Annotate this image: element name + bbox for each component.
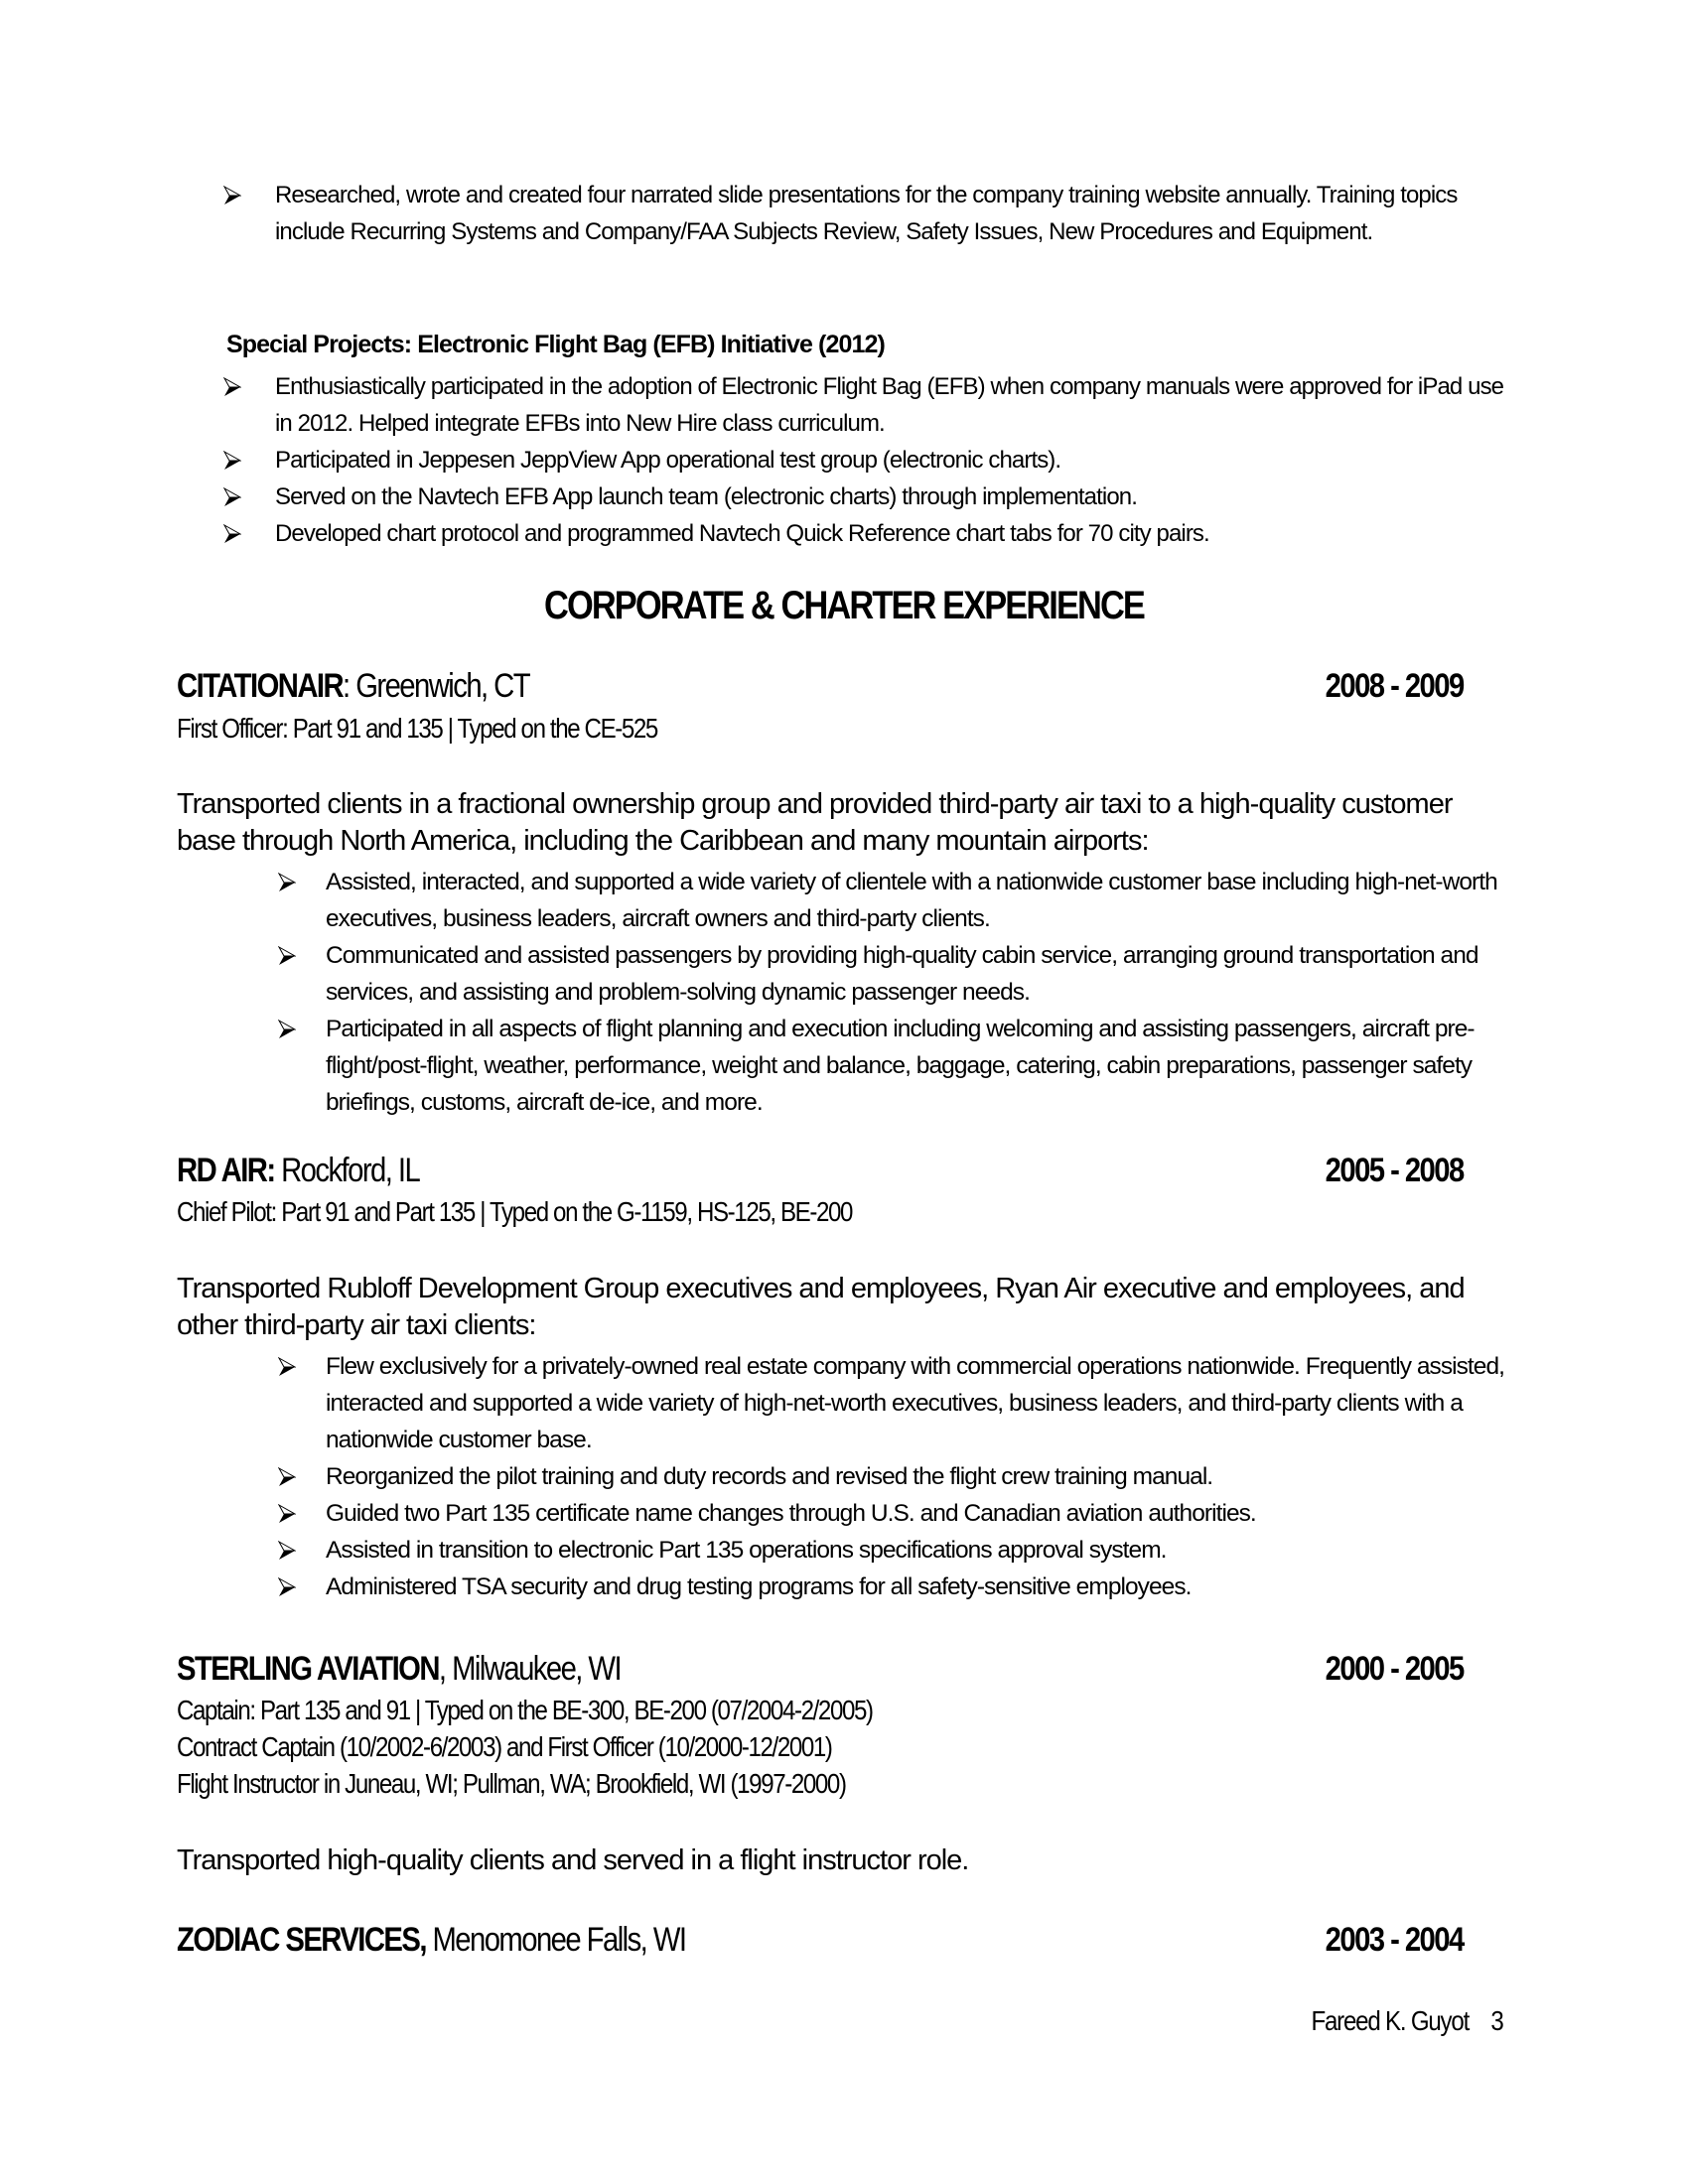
bullet-text: Guided two Part 135 certificate name changes through U.S. and Canadian aviation authorities.: [326, 1500, 1256, 1527]
section-title: CORPORATE & CHARTER EXPERIENCE: [544, 584, 1144, 627]
arrow-bullet-icon: [278, 1458, 296, 1487]
arrow-bullet-icon: [223, 442, 253, 471]
arrow-bullet-icon: [278, 1532, 296, 1561]
page-number: 3: [1490, 2005, 1503, 2036]
arrow-bullet-icon: [223, 478, 253, 507]
bullet-text: Reorganized the pilot training and duty records and revised the flight crew training manual.: [326, 1463, 1213, 1490]
job-role: Contract Captain (10/2002-6/2003) and First Officer (10/2000-12/2001): [177, 1731, 832, 1762]
list-item: [223, 442, 1514, 478]
arrow-bullet-icon: [278, 937, 296, 966]
job-summary: Transported high-quality clients and served in a flight instructor role.: [177, 1844, 969, 1876]
list-item: [278, 1569, 1509, 1605]
bullet-text: Assisted in transition to electronic Part 135 operations specifications approval system.: [326, 1537, 1167, 1564]
bullet-text: Communicated and assisted passengers by providing high-quality cabin service, arranging ground transportation and services, and assisting and problem-solving dynamic passenger needs.: [326, 942, 1478, 1006]
bullet-text: Assisted, interacted, and supported a wide variety of clientele with a nationwide customer base including high-net-worth executives, business leaders, aircraft owners and third-party clients.: [326, 869, 1497, 932]
job-years: 2005 - 2008: [1325, 1152, 1464, 1189]
bullet-text: Administered TSA security and drug testing programs for all safety-sensitive employees.: [326, 1573, 1192, 1600]
arrow-bullet-icon: [278, 1348, 296, 1377]
list-item: [278, 1011, 1509, 1121]
page-footer: [1312, 2005, 1503, 2037]
list-item: [278, 864, 1509, 937]
list-item: [278, 1495, 1509, 1532]
arrow-bullet-icon: [223, 177, 253, 205]
job-years: 2003 - 2004: [1325, 1921, 1464, 1959]
bullet-text: Participated in Jeppesen JeppView App operational test group (electronic charts).: [275, 447, 1061, 474]
arrow-bullet-icon: [223, 515, 253, 544]
list-item: [278, 937, 1509, 1011]
company-location: Menomonee Falls, WI: [425, 1921, 686, 1959]
list-item: [278, 1348, 1509, 1458]
job-summary: Transported Rubloff Development Group executives and employees, Ryan Air executive and employees, and other third-party air taxi clients:: [177, 1273, 1465, 1341]
bullet-text: Flew exclusively for a privately-owned real estate company with commercial operations nationwide. Frequently assisted, interacted and supported a wide variety of high-net-worth executives, business leaders, and third-party clients with a nationwide customer base.: [326, 1353, 1504, 1453]
job-header: [177, 1152, 1468, 1195]
bullet-text: Served on the Navtech EFB App launch team (electronic charts) through implementation.: [275, 483, 1137, 510]
list-item: [223, 478, 1514, 515]
bullet-text: Participated in all aspects of flight planning and execution including welcoming and assisting passengers, aircraft pre-flight/post-flight, weather, performance, weight and balance, baggage, catering, cabin preparations, passenger safety briefings, customs, aircraft de-ice, and more.: [326, 1016, 1475, 1116]
bullet-text: Researched, wrote and created four narrated slide presentations for the company training website annually. Training topics include Recurring Systems and Company/FAA Subjects Review, Safety Issues, New Procedures and Equipment.: [275, 182, 1458, 245]
arrow-bullet-icon: [278, 1495, 296, 1524]
list-item: [223, 177, 1514, 250]
job-years: 2008 - 2009: [1325, 667, 1464, 705]
arrow-bullet-icon: [278, 1011, 296, 1039]
job-years: 2000 - 2005: [1325, 1650, 1464, 1688]
job-role: First Officer: Part 91 and 135 | Typed on the CE-525: [177, 713, 657, 744]
company-location: , Milwaukee, WI: [438, 1650, 622, 1688]
company-location: : Greenwich, CT: [343, 667, 530, 705]
job-role: Flight Instructor in Juneau, WI; Pullman, WA; Brookfield, WI (1997-2000): [177, 1768, 846, 1799]
job-header: [177, 667, 1468, 711]
company-name: RD AIR:: [177, 1152, 275, 1189]
list-item: [223, 368, 1514, 442]
company-name: STERLING AVIATION: [177, 1650, 439, 1688]
arrow-bullet-icon: [278, 1569, 296, 1597]
job-summary: Transported clients in a fractional ownership group and provided third-party air taxi to a high-quality customer base through North America, including the Caribbean and many mountain airports:: [177, 788, 1453, 857]
company-name: ZODIAC SERVICES,: [177, 1921, 426, 1959]
job-role: Chief Pilot: Part 91 and Part 135 | Typed on the G-1159, HS-125, BE-200: [177, 1196, 853, 1227]
footer-name: Fareed K. Guyot: [1311, 2005, 1470, 2036]
list-item: [278, 1532, 1509, 1569]
bullet-text: Enthusiastically participated in the adoption of Electronic Flight Bag (EFB) when company manuals were approved for iPad use in 2012. Helped integrate EFBs into New Hire class curriculum.: [275, 373, 1504, 437]
job-role: Captain: Part 135 and 91 | Typed on the BE-300, BE-200 (07/2004-2/2005): [177, 1695, 873, 1725]
list-item: [278, 1458, 1509, 1495]
special-projects-heading: Special Projects: Electronic Flight Bag (EFB) Initiative (2012): [226, 331, 885, 358]
bullet-text: Developed chart protocol and programmed Navtech Quick Reference chart tabs for 70 city pairs.: [275, 520, 1209, 547]
job-header: [177, 1921, 1468, 1965]
arrow-bullet-icon: [278, 864, 296, 892]
arrow-bullet-icon: [223, 368, 253, 397]
company-location: Rockford, IL: [274, 1152, 420, 1189]
company-name: CITATIONAIR: [177, 667, 344, 705]
list-item: [223, 515, 1514, 552]
job-header: [177, 1650, 1468, 1694]
